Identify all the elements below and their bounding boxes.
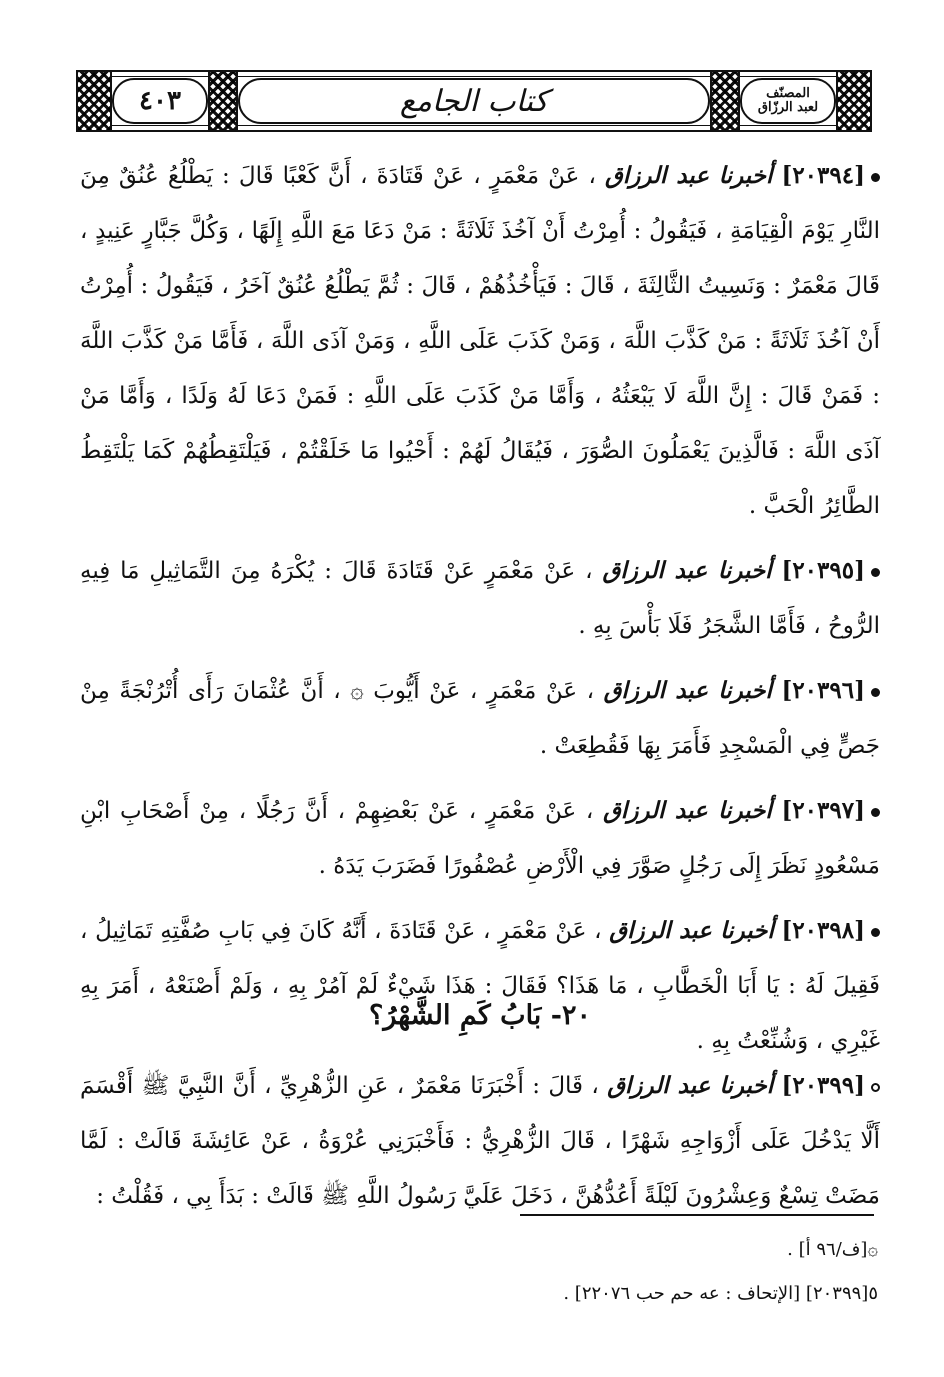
footnote: ۞[ف/٩٦ أ] . (787, 1239, 878, 1260)
main-text (80, 148, 880, 1078)
bullet-icon (871, 808, 880, 817)
ornament-left-inner (208, 70, 238, 132)
hadith-number: [٢٠٣٩٥] (781, 557, 865, 584)
bullet-icon (871, 173, 880, 182)
page-number: ٤٠٣ (112, 78, 208, 124)
page-header (76, 70, 872, 132)
bullet-icon (871, 928, 880, 937)
hadith-text: ، عَنْ مَعْمَرٍ ، عَنْ بَعْضِهِمْ ، أَنَّ رَجُلًا ، مِنْ أَصْحَابِ ابْنِ مَسْعُودٍ نَظَرَ إِلَى رَجُلٍ صَوَّرَ فِي الْأَرْضِ عُصْفُورًا فَضَرَبَ يَدَهُ . (80, 798, 880, 879)
footnote: ٥[٢٠٣٩٩] [الإتحاف : عه حم حب ٢٢٠٧٦] . (563, 1283, 878, 1304)
bullet-icon (871, 688, 880, 697)
circle-marker-icon (871, 1083, 880, 1092)
hadith-chain: أخبرنا عبد الرزاق (604, 162, 773, 189)
hadith-chain: أخبرنا عبد الرزاق (607, 1072, 774, 1099)
hadith-chain: أخبرنا عبد الرزاق (603, 677, 772, 704)
hadith-text: ، عَنْ مَعْمَرٍ ، عَنْ أَيُّوبَ ۞ ، أَنَّ عُثْمَانَ رَأَى أُتْرُنْجَةً مِنْ جَصٍّ فِي الْمَسْجِدِ فَأَمَرَ بِهَا فَقُطِعَتْ . (80, 678, 880, 759)
hadith-chain: أخبرنا عبد الرزاق (603, 797, 772, 824)
hadith-chain: أخبرنا عبد الرزاق (602, 557, 772, 584)
hadith-number: [٢٠٣٩٦] (781, 677, 865, 704)
ornament-left-outer (76, 70, 112, 132)
hadith-paragraph (80, 543, 880, 654)
ornament-right-inner (710, 70, 740, 132)
bullet-icon (871, 568, 880, 577)
hadith-text: ، قَالَ : أَخْبَرَنَا مَعْمَرٌ ، عَنِ الزُّهْرِيِّ ، أَنَّ النَّبِيَّ ﷺ أَقْسَمَ أَلَّا يَدْخُلَ عَلَى أَزْوَاجِهِ شَهْرًا ، قَالَ الزُّهْرِيُّ : فَأَخْبَرَنِي عُرْوَةُ ، عَنْ عَائِشَةَ قَالَتْ : لَمَّا مَضَتْ تِسْعٌ وَعِشْرُونَ لَيْلَةً أَعُدُّهُنَّ ، دَخَلَ عَلَيَّ رَسُولُ اللَّهِ ﷺ قَالَتْ : بَدَأَ بِي ، فَقُلْتُ : (80, 1073, 880, 1209)
hadith-number: [٢٠٣٩٨] (781, 917, 865, 944)
hadith-text: ، عَنْ مَعْمَرٍ ، عَنْ قَتَادَةَ ، أَنَّهُ كَانَ فِي بَابِ صُفَّتِهِ تَمَاثِيلُ ، فَقِيلَ لَهُ : يَا أَبَا الْخَطَّابِ ، مَا هَذَا؟ فَقَالَ : هَذَا شَيْءٌ لَمْ آمُرْ بِهِ ، وَلَمْ أَصْنَعْهُ ، أَمَرَ بِهِ غَيْرِي ، وَشُنِّعْتُ بِهِ . (80, 918, 880, 1054)
hadith-number: [٢٠٣٩٤] (781, 162, 865, 189)
hadith-number: [٢٠٣٩٧] (781, 797, 865, 824)
book-logo: المصنّف لعبد الرزّاق (740, 78, 836, 124)
hadith-paragraph (80, 663, 880, 774)
footnotes (80, 1228, 878, 1316)
hadith-number: [٢٠٣٩٩] (781, 1072, 866, 1099)
footnote-divider (520, 1214, 874, 1216)
chapter-heading: ٢٠- بَابُ كَمِ الشَّهْرُ؟ (369, 1000, 591, 1031)
running-title: كتاب الجامع (238, 78, 710, 124)
hadith-paragraph (80, 1058, 880, 1224)
hadith-paragraph (80, 903, 880, 1069)
ornament-right-outer (836, 70, 872, 132)
hadith-chain: أخبرنا عبد الرزاق (609, 917, 774, 944)
hadith-paragraph (80, 148, 880, 534)
hadith-text: ، عَنْ مَعْمَرٍ ، عَنْ قَتَادَةَ ، أَنَّ كَعْبًا قَالَ : يَطْلُعُ عُنُقٌ مِنَ النَّارِ يَوْمَ الْقِيَامَةِ ، فَيَقُولُ : أُمِرْتُ أَنْ آخُذَ ثَلَاثَةً : مَنْ دَعَا مَعَ اللَّهِ إِلَهًا ، وَكُلَّ جَبَّارٍ عَنِيدٍ ، قَالَ مَعْمَرٌ : وَنَسِيتُ الثَّالِثَةَ ، قَالَ : فَيَأْخُذُهُمْ ، قَالَ : ثُمَّ يَطْلُعُ عُنُقٌ آخَرُ ، فَيَقُولُ : أُمِرْتُ أَنْ آخُذَ ثَلَاثَةً : مَنْ كَذَّبَ اللَّهَ ، وَمَنْ كَذَبَ عَلَى اللَّهِ ، وَمَنْ آذَى اللَّهَ ، فَأَمَّا مَنْ كَذَّبَ اللَّهَ : فَمَنْ قَالَ : إِنَّ اللَّهَ لَا يَبْعَثُهُ ، وَأَمَّا مَنْ كَذَبَ عَلَى اللَّهِ : فَمَنْ دَعَا لَهُ وَلَدًا ، وَأَمَّا مَنْ آذَى اللَّهَ : فَالَّذِينَ يَعْمَلُونَ الصُّوَرَ ، فَيُقَالُ لَهُمْ : أَحْيُوا مَا خَلَقْتُمْ ، فَيَلْتَقِطُهُمْ كَمَا يَلْتَقِطُ الطَّائِرُ الْحَبَّ . (80, 163, 880, 519)
hadith-paragraph (80, 783, 880, 894)
hadith-text: ، عَنْ مَعْمَرٍ عَنْ قَتَادَةَ قَالَ : يُكْرَهُ مِنَ التَّمَاثِيلِ مَا فِيهِ الرُّوحُ ، فَأَمَّا الشَّجَرُ فَلَا بَأْسَ بِهِ . (80, 558, 880, 639)
final-text (80, 1058, 880, 1233)
